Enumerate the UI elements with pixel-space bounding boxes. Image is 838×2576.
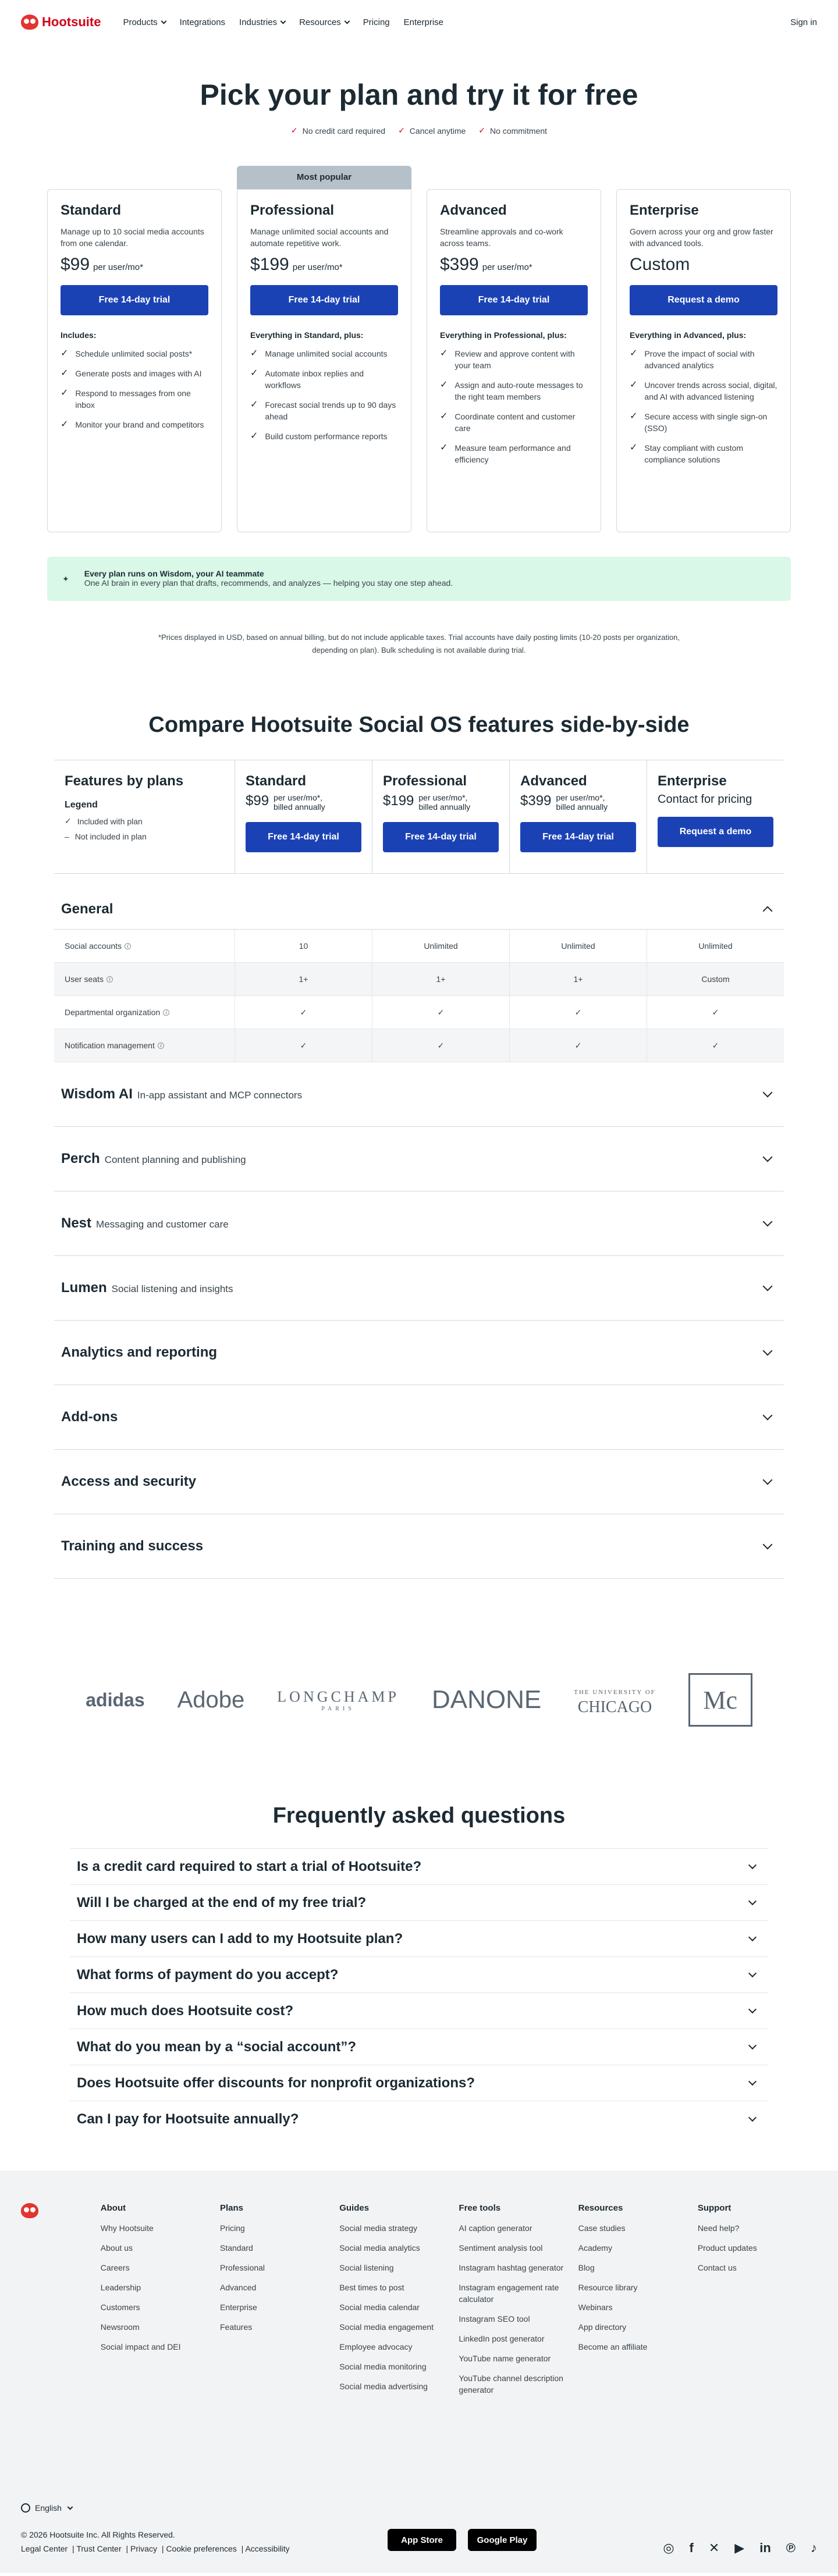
section-title: Nest xyxy=(61,1215,92,1231)
sparkle-icon: ✦ xyxy=(62,574,69,583)
check-icon: ✓ xyxy=(65,816,72,826)
pinterest-icon[interactable]: ℗ xyxy=(786,2541,796,2555)
chevron-down-icon xyxy=(748,2077,757,2085)
footer-links xyxy=(339,2222,459,2392)
faq-item[interactable]: What do you mean by a “social account”? xyxy=(70,2029,768,2065)
footer-links xyxy=(220,2222,339,2333)
wisdom-description: One AI brain in every plan that drafts, recommends, and analyzes — helping you stay one step ahead. xyxy=(84,578,453,588)
plan-name: Professional xyxy=(250,202,335,218)
section-heading xyxy=(61,1151,246,1167)
cell: 1+ xyxy=(372,963,509,995)
footer-heading: Resources xyxy=(578,2203,623,2213)
chevron-down-icon xyxy=(763,1217,773,1227)
check-icon: ✓ xyxy=(398,126,405,135)
plan-card-professional xyxy=(237,189,411,532)
column-price: $99 per user/mo*, billed annually xyxy=(246,793,325,812)
footer-link[interactable]: Why Hootsuite xyxy=(100,2223,154,2233)
chevron-down-icon xyxy=(748,2041,757,2049)
wisdom-title: Every plan runs on Wisdom, your AI teammate xyxy=(84,569,264,578)
contact-for-pricing: Contact for pricing xyxy=(658,793,752,806)
table-row xyxy=(54,963,784,996)
adidas-logo: adidas xyxy=(86,1689,145,1710)
section-title: Analytics and reporting xyxy=(61,1344,218,1360)
footer-link[interactable]: Instagram hashtag generator xyxy=(459,2263,564,2272)
plan-feature: ✓ Stay compliant with custom compliance solutions xyxy=(630,443,744,464)
plan-feature: ✓ Uncover trends across social, digital, and AI with advanced listening xyxy=(630,380,777,401)
free-trial-button[interactable]: Free 14-day trial xyxy=(520,822,636,852)
section-heading xyxy=(61,1086,302,1102)
section-access-security[interactable] xyxy=(54,1450,784,1514)
check-icon: ✓ xyxy=(290,126,298,135)
check-icon: ✓ xyxy=(250,368,258,378)
footer-link[interactable]: Need help? xyxy=(697,2223,740,2233)
plan-name: Advanced xyxy=(440,202,507,218)
legal-link[interactable]: Legal Center xyxy=(21,2544,68,2553)
chevron-down-icon xyxy=(748,1860,757,1869)
wisdom-banner xyxy=(47,557,791,601)
nav-resources[interactable]: Resources xyxy=(299,17,349,27)
compare-col-advanced xyxy=(509,760,647,873)
section-subtitle: Social listening and insights xyxy=(111,1283,233,1294)
check-icon: ✓ xyxy=(509,1029,647,1062)
info-icon[interactable]: i xyxy=(163,1009,169,1016)
features-by-plans: Features by plans xyxy=(65,773,184,789)
check-icon: ✓ xyxy=(630,443,638,453)
nav-enterprise[interactable]: Enterprise xyxy=(403,17,444,27)
check-icon: ✓ xyxy=(630,411,638,421)
chevron-down-icon xyxy=(763,1346,773,1356)
legal-link[interactable]: Accessibility xyxy=(245,2544,290,2553)
faq-item[interactable]: Does Hootsuite offer discounts for nonprofit organizations? xyxy=(70,2065,768,2101)
section-title: General xyxy=(61,901,113,917)
compare-title: Compare Hootsuite Social OS features side-by-side xyxy=(148,713,690,737)
chevron-down-icon xyxy=(748,1897,757,1905)
check-icon: ✓ xyxy=(440,411,448,421)
legend-included: ✓ Included with plan xyxy=(65,816,143,826)
plan-price: $199 per user/mo* xyxy=(250,255,343,274)
check-icon: ✓ xyxy=(630,380,638,390)
column-plan-name: Advanced xyxy=(520,773,587,789)
info-icon[interactable]: i xyxy=(158,1043,164,1049)
footer-link[interactable]: YouTube name generator xyxy=(459,2354,551,2363)
facebook-icon[interactable]: f xyxy=(689,2541,694,2555)
column-plan-name: Professional xyxy=(383,773,467,789)
top-navigation xyxy=(0,0,838,44)
section-title: Perch xyxy=(61,1151,100,1166)
perk: ✓ No credit card required xyxy=(290,126,386,136)
legend-cell xyxy=(54,760,235,873)
chevron-down-icon xyxy=(67,2504,73,2510)
footer-link[interactable]: Social media analytics xyxy=(339,2243,420,2253)
section-title: Access and security xyxy=(61,1474,197,1489)
free-trial-button[interactable]: Free 14-day trial xyxy=(61,285,208,315)
plan-feature: ✓ Measure team performance and efficiency xyxy=(440,443,571,464)
includes-heading: Everything in Advanced, plus: xyxy=(630,330,747,340)
footer-col-plans xyxy=(220,2203,339,2404)
compare-table xyxy=(54,760,784,1579)
plan-feature: ✓ Automate inbox replies and workflows xyxy=(250,368,364,390)
billing-note: per user/mo*, billed annually xyxy=(556,793,608,812)
check-icon: ✓ xyxy=(509,996,647,1029)
row-label: User seats i xyxy=(54,963,235,995)
row-label: Notification management i xyxy=(54,1029,235,1062)
check-icon: ✓ xyxy=(372,1029,509,1062)
customer-logos xyxy=(0,1672,838,1728)
footer-col-guides xyxy=(339,2203,459,2404)
footer-col-support xyxy=(698,2203,817,2404)
globe-icon xyxy=(21,2503,30,2513)
footer-link[interactable]: Instagram engagement rate calculator xyxy=(459,2283,559,2304)
footer-link[interactable]: Social media calendar xyxy=(339,2303,420,2312)
check-icon: ✓ xyxy=(630,348,638,358)
section-analytics[interactable] xyxy=(54,1321,784,1385)
table-row xyxy=(54,996,784,1029)
check-icon: ✓ xyxy=(440,348,448,358)
row-label: Departmental organization i xyxy=(54,996,235,1029)
adobe-logo: Adobe xyxy=(177,1687,245,1713)
perks xyxy=(0,126,838,136)
chevron-up-icon xyxy=(763,906,773,916)
check-icon: ✓ xyxy=(235,1029,372,1062)
column-plan-name: Standard xyxy=(246,773,307,789)
chevron-down-icon xyxy=(763,1088,773,1098)
section-subtitle: In-app assistant and MCP connectors xyxy=(137,1090,303,1101)
tiktok-icon[interactable]: ♪ xyxy=(811,2541,817,2555)
footer-link[interactable]: Employee advocacy xyxy=(339,2342,413,2351)
free-trial-button[interactable]: Free 14-day trial xyxy=(383,822,499,852)
chevron-down-icon xyxy=(763,1540,773,1550)
cell: Custom xyxy=(647,963,784,995)
check-icon: ✓ xyxy=(647,996,784,1029)
danone-logo: DANONE xyxy=(431,1685,542,1714)
section-perch[interactable] xyxy=(54,1127,784,1191)
footer-link[interactable]: Pricing xyxy=(220,2223,245,2233)
compare-col-professional xyxy=(372,760,509,873)
longchamp-logo: LONGCHAMP PARIS xyxy=(277,1688,399,1712)
compare-header xyxy=(54,760,784,874)
plan-card-professional-wrap xyxy=(237,166,411,532)
footer-link[interactable]: Customers xyxy=(100,2303,140,2312)
table-row xyxy=(54,930,784,963)
chevron-down-icon xyxy=(344,18,350,24)
chevron-down-icon xyxy=(763,1152,773,1162)
footer-links xyxy=(459,2222,578,2396)
footer-link[interactable]: Social impact and DEI xyxy=(100,2342,181,2351)
billing-note: per user/mo*, billed annually xyxy=(274,793,325,812)
plan-price: Custom xyxy=(630,255,690,274)
cell: Unlimited xyxy=(372,930,509,962)
footer-link[interactable]: Instagram SEO tool xyxy=(459,2314,530,2324)
footer-links xyxy=(578,2222,698,2353)
compare-col-standard xyxy=(235,760,372,873)
nav-products[interactable]: Products xyxy=(123,17,165,27)
plan-description: Manage unlimited social accounts and automate repetitive work. xyxy=(250,227,389,248)
section-add-ons[interactable] xyxy=(54,1385,784,1450)
section-heading xyxy=(61,1280,233,1296)
footer-link[interactable]: About us xyxy=(100,2243,133,2253)
footer-link[interactable]: Blog xyxy=(578,2263,595,2272)
includes-heading: Everything in Standard, plus: xyxy=(250,330,364,340)
check-icon: ✓ xyxy=(440,443,448,453)
page-title: Pick your plan and try it for free xyxy=(200,79,638,111)
x-icon[interactable]: ✕ xyxy=(708,2541,720,2555)
includes-heading: Includes: xyxy=(61,330,97,340)
nav-industries[interactable]: Industries xyxy=(239,17,285,27)
plan-feature: ✓ Respond to messages from one inbox xyxy=(61,388,191,410)
footer-logo[interactable] xyxy=(21,2203,101,2404)
plan-price: $99 per user/mo* xyxy=(61,255,143,274)
plan-name: Enterprise xyxy=(630,202,699,218)
free-trial-button[interactable]: Free 14-day trial xyxy=(440,285,588,315)
most-popular-badge: Most popular xyxy=(237,166,411,189)
footer-heading: Guides xyxy=(339,2203,370,2213)
plan-price: $399 per user/mo* xyxy=(440,255,532,274)
footer-col-about xyxy=(101,2203,220,2404)
footer-legal-row xyxy=(21,2528,817,2556)
footer-links xyxy=(698,2222,817,2273)
footer-heading: Free tools xyxy=(459,2203,501,2213)
footer-link[interactable]: Social media strategy xyxy=(339,2223,418,2233)
footer-heading: Support xyxy=(697,2203,732,2213)
plan-feature: ✓ Coordinate content and customer care xyxy=(440,411,576,433)
app-store-badge[interactable]: App Store xyxy=(388,2529,456,2551)
faq-item[interactable]: Will I be charged at the end of my free trial? xyxy=(70,1884,768,1920)
dash-icon: – xyxy=(65,832,69,841)
faq-item[interactable]: How many users can I add to my Hootsuite plan? xyxy=(70,1920,768,1956)
free-trial-button[interactable]: Free 14-day trial xyxy=(250,285,398,315)
section-general[interactable] xyxy=(54,889,784,930)
legal-link[interactable]: Trust Center xyxy=(76,2544,122,2553)
footer-link[interactable]: Social media engagement xyxy=(339,2322,434,2332)
faq-list xyxy=(70,1848,768,2137)
plan-name: Standard xyxy=(61,202,122,218)
chevron-down-icon xyxy=(748,2113,757,2121)
section-title: Add-ons xyxy=(61,1409,118,1425)
nav-pricing[interactable]: Pricing xyxy=(363,17,390,27)
google-play-badge[interactable]: Google Play xyxy=(468,2529,537,2551)
plan-description: Streamline approvals and co-work across teams. xyxy=(440,227,563,248)
check-icon: ✓ xyxy=(440,380,448,390)
includes-heading: Everything in Professional, plus: xyxy=(440,330,567,340)
chevron-down-icon xyxy=(161,18,166,24)
footer-link[interactable]: Become an affiliate xyxy=(578,2342,648,2351)
check-icon: ✓ xyxy=(478,126,486,135)
mccormick-logo: Mc xyxy=(688,1673,752,1727)
free-trial-button[interactable]: Free 14-day trial xyxy=(246,822,361,852)
footer-link[interactable]: Product updates xyxy=(697,2243,757,2253)
nav-links xyxy=(123,17,443,27)
chevron-down-icon xyxy=(280,18,286,24)
footer-link[interactable]: Social media advertising xyxy=(339,2382,428,2391)
uchicago-logo: THE UNIVERSITY OF CHICAGO xyxy=(574,1689,656,1716)
plan-feature: ✓ Generate posts and images with AI xyxy=(61,368,202,378)
legal xyxy=(21,2528,292,2556)
section-nest[interactable] xyxy=(54,1191,784,1256)
section-training[interactable] xyxy=(54,1514,784,1579)
footer-col-free-tools xyxy=(459,2203,578,2404)
check-icon: ✓ xyxy=(61,348,69,358)
footer-heading: Plans xyxy=(220,2203,244,2213)
social-links xyxy=(663,2541,817,2556)
legal-links: Legal Center | Trust Center | Privacy | Cookie preferences | Accessibility xyxy=(21,2544,290,2553)
owl-icon xyxy=(21,2203,38,2218)
linkedin-icon[interactable]: in xyxy=(759,2541,771,2555)
chevron-down-icon xyxy=(763,1475,773,1485)
check-icon: ✓ xyxy=(61,368,69,378)
owl-icon xyxy=(21,15,38,30)
footer-link[interactable]: Careers xyxy=(100,2263,130,2272)
column-price: $399 per user/mo*, billed annually xyxy=(520,793,608,812)
footer-link[interactable]: App directory xyxy=(578,2322,627,2332)
chevron-down-icon xyxy=(748,1933,757,1941)
faq-item[interactable]: What forms of payment do you accept? xyxy=(70,1956,768,1993)
request-demo-button[interactable]: Request a demo xyxy=(630,285,777,315)
cell: Unlimited xyxy=(509,930,647,962)
footer-link[interactable]: Social listening xyxy=(339,2263,394,2272)
footer-bottom xyxy=(21,2503,817,2556)
footer-col-resources xyxy=(578,2203,698,2404)
footer-link[interactable]: Advanced xyxy=(220,2283,257,2292)
footer-link[interactable]: Standard xyxy=(220,2243,253,2253)
footer-link[interactable]: Newsroom xyxy=(100,2322,140,2332)
check-icon: ✓ xyxy=(372,996,509,1029)
chevron-down-icon xyxy=(763,1411,773,1421)
plan-feature: ✓ Forecast social trends up to 90 days ahead xyxy=(250,400,396,421)
section-heading xyxy=(61,1215,229,1232)
footer-link[interactable]: Enterprise xyxy=(220,2303,257,2312)
cell: Unlimited xyxy=(647,930,784,962)
check-icon: ✓ xyxy=(250,348,258,358)
legend-not-included: – Not included in plan xyxy=(65,832,147,841)
table-row xyxy=(54,1029,784,1062)
row-label: Social accounts i xyxy=(54,930,235,962)
cell: 1+ xyxy=(235,963,372,995)
section-title: Training and success xyxy=(61,1538,204,1554)
column-price: $199 per user/mo*, billed annually xyxy=(383,793,471,812)
check-icon: ✓ xyxy=(61,419,69,429)
compare-col-enterprise xyxy=(647,760,784,873)
plan-feature: ✓ Manage unlimited social accounts xyxy=(250,348,388,358)
wisdom-text xyxy=(84,569,453,589)
section-wisdom-ai[interactable] xyxy=(54,1062,784,1127)
brand-name: Hootsuite xyxy=(42,15,101,29)
perk: ✓ Cancel anytime xyxy=(398,126,466,136)
info-icon[interactable]: i xyxy=(125,943,131,949)
check-icon: ✓ xyxy=(250,400,258,410)
plan-feature: ✓ Assign and auto-route messages to the right team members xyxy=(440,380,583,401)
check-icon: ✓ xyxy=(61,388,69,398)
section-subtitle: Content planning and publishing xyxy=(104,1154,246,1165)
cell: 1+ xyxy=(509,963,647,995)
section-subtitle: Messaging and customer care xyxy=(96,1219,229,1230)
footer-link[interactable]: Contact us xyxy=(697,2263,737,2272)
footer-link[interactable]: Case studies xyxy=(578,2223,626,2233)
copyright: © 2026 Hootsuite Inc. All Rights Reserved. xyxy=(21,2530,175,2539)
footer-links xyxy=(101,2222,220,2353)
check-icon: ✓ xyxy=(647,1029,784,1062)
app-store-badges xyxy=(388,2529,537,2551)
section-title: Wisdom AI xyxy=(61,1086,133,1102)
plan-feature: ✓ Prove the impact of social with advanced analytics xyxy=(630,348,755,370)
check-icon: ✓ xyxy=(250,431,258,441)
footer-link[interactable]: Leadership xyxy=(100,2283,141,2292)
footer-link[interactable]: Resource library xyxy=(578,2283,638,2292)
faq-title: Frequently asked questions xyxy=(272,1803,566,1828)
hootsuite-logo[interactable] xyxy=(21,15,101,30)
legal-link[interactable]: Cookie preferences xyxy=(166,2544,237,2553)
section-title: Lumen xyxy=(61,1280,107,1296)
info-icon[interactable]: i xyxy=(106,976,113,983)
plan-card-advanced xyxy=(427,189,601,532)
check-icon: ✓ xyxy=(235,996,372,1029)
plan-feature: ✓ Secure access with single sign-on (SSO) xyxy=(630,411,768,433)
chevron-down-icon xyxy=(748,1969,757,1977)
footer-link[interactable]: Academy xyxy=(578,2243,612,2253)
plan-feature: ✓ Schedule unlimited social posts* xyxy=(61,348,193,358)
plan-cards xyxy=(47,166,791,532)
youtube-icon[interactable]: ▶ xyxy=(734,2541,745,2555)
plan-description: Manage up to 10 social media accounts from one calendar. xyxy=(61,227,204,248)
footer-link[interactable]: Sentiment analysis tool xyxy=(459,2243,543,2253)
faq-item[interactable]: How much does Hootsuite cost? xyxy=(70,1993,768,2029)
faq-item[interactable]: Can I pay for Hootsuite annually? xyxy=(70,2101,768,2137)
request-demo-button[interactable]: Request a demo xyxy=(658,817,773,847)
legend-title: Legend xyxy=(65,800,98,810)
nav-integrations[interactable]: Integrations xyxy=(179,17,226,27)
plan-feature: ✓ Monitor your brand and competitors xyxy=(61,419,204,429)
plan-feature: ✓ Review and approve content with your team xyxy=(440,348,575,370)
language-selector[interactable]: English xyxy=(21,2503,817,2513)
section-lumen[interactable] xyxy=(54,1256,784,1321)
footer-link[interactable]: Webinars xyxy=(578,2303,613,2312)
chevron-down-icon xyxy=(748,2005,757,2013)
footer xyxy=(0,2171,838,2573)
footer-link[interactable]: Professional xyxy=(220,2263,265,2272)
footer-link[interactable]: Features xyxy=(220,2322,253,2332)
column-plan-name: Enterprise xyxy=(658,773,727,789)
sign-in-link[interactable]: Sign in xyxy=(790,17,817,27)
plan-card-standard xyxy=(47,189,222,532)
plan-card-enterprise xyxy=(616,189,791,532)
footer-link[interactable]: Best times to post xyxy=(339,2283,404,2292)
instagram-icon[interactable]: ◎ xyxy=(663,2541,674,2555)
billing-note: per user/mo*, billed annually xyxy=(418,793,471,812)
legal-link[interactable]: Privacy xyxy=(130,2544,157,2553)
footer-link[interactable]: AI caption generator xyxy=(459,2223,532,2233)
footer-link[interactable]: Social media monitoring xyxy=(339,2362,427,2371)
plan-feature: ✓ Build custom performance reports xyxy=(250,431,388,441)
perk: ✓ No commitment xyxy=(478,126,548,136)
hero xyxy=(0,44,838,136)
footer-heading: About xyxy=(100,2203,126,2213)
footer-link[interactable]: YouTube channel description generator xyxy=(459,2374,563,2394)
plan-description: Govern across your org and grow faster with advanced tools. xyxy=(630,227,773,248)
pricing-fineprint: *Prices displayed in USD, based on annual billing, but do not include applicable taxes. Trial accounts have daily posting limits (10-20 posts per organization, depending on plan). Bulk scheduling is not available during trial. xyxy=(158,633,680,654)
chevron-down-icon xyxy=(763,1282,773,1291)
cell: 10 xyxy=(235,930,372,962)
footer-link[interactable]: LinkedIn post generator xyxy=(459,2334,545,2343)
footer-columns xyxy=(21,2203,817,2404)
faq-item[interactable]: Is a credit card required to start a trial of Hootsuite? xyxy=(70,1848,768,1884)
